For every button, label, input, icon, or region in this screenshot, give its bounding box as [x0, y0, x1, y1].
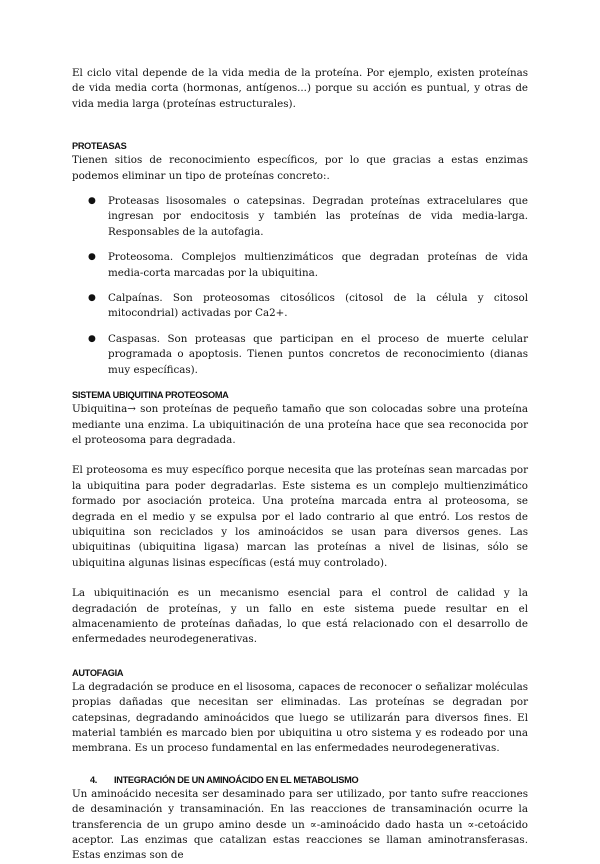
- autofagia-paragraph: La degradación se produce en el lisosoma, capaces de reconocer o señalizar moléculas propias dañadas que necesitan ser eliminadas. Las proteínas se degradan por catepsinas, degradando aminoácidos que luego se utilizarán para diversos fines. El material también es marcado bien por ubiquitina u otro sistema y es rodeado por una membrana. Es un proceso fundamental en las enfermedades neurodegenerativas.: [72, 680, 528, 755]
- document-page: [72, 66, 528, 864]
- ubiquitina-paragraph-1: Ubiquitina→ son proteínas de pequeño tamaño que son colocadas sobre una proteína mediante una enzima. La ubiquitinación de una proteína hace que sea reconocida por el proteosoma para degradada.: [72, 403, 528, 446]
- list-item: ● Calpaínas. Son proteosomas citosólicos (citosol de la célula y citosol mitocondrial) activadas por Ca2+.: [88, 292, 528, 320]
- bullet-icon: ●: [88, 252, 96, 263]
- proteasas-text: Tienen sitios de reconocimiento específicos, por lo que gracias a estas enzimas podemos eliminar un tipo de proteínas concreto:.: [72, 154, 528, 182]
- list-item: ● Caspasas. Son proteasas que participan en el proceso de muerte celular programada o apoptosis. Tienen puntos concretos de reconocimiento (dianas muy específicas).: [88, 332, 528, 376]
- intro-paragraph: El ciclo vital depende de la vida media de la proteína. Por ejemplo, existen proteínas de vida media corta (hormonas, antígenos...) porque su acción es puntual, y otras de vida media larga (proteínas estructurales).: [72, 67, 528, 110]
- ubiquitina-paragraph-2: El proteosoma es muy específico porque necesita que las proteínas sean marcadas por la ubiquitina para poder degradarlas. Este sistema es un complejo multienzimático formado por asociación proteica. Una proteína marcada entra al proteosoma, se degrada en el medio y se expulsa por el lado contrario al que entró. Los restos de ubiquitina son reciclados y los aminoácidos se usan para diversos genes. Las ubiquitinas (ubiquitina ligasa) marcan las proteínas a nivel de lisinas, sólo se ubiquitina algunas lisinas específicas (está muy controlado).: [72, 464, 528, 569]
- section-4-heading: [72, 773, 528, 787]
- autofagia-heading: AUTOFAGIA: [72, 667, 124, 678]
- bullet-icon: ●: [88, 293, 96, 304]
- list-item: ● Proteosoma. Complejos multienzimáticos que degradan proteínas de vida media-corta marcadas por la ubiquitina.: [88, 251, 528, 279]
- bullet-icon: ●: [88, 196, 96, 207]
- ubiquitina-paragraph-3: La ubiquitinación es un mecanismo esencial para el control de calidad y la degradación de proteínas, y un fallo en este sistema puede resultar en el almacenamiento de proteínas dañadas, lo que está relacionado con el desarrollo de enfermedades neurodegenerativas.: [72, 587, 528, 646]
- ubiquitina-heading: SISTEMA UBIQUITINA PROTEOSOMA: [72, 390, 229, 401]
- list-item: ● Proteasas lisosomales o catepsinas. Degradan proteínas extracelulares que ingresan por endocitosis y también las proteínas de vida media-larga. Responsables de la autofagia.: [88, 195, 528, 238]
- proteasas-heading: PROTEASAS: [72, 141, 127, 152]
- section-4-paragraph: Un aminoácido necesita ser desaminado para ser utilizado, por tanto sufre reacciones de desaminación y transaminación. En las reacciones de transaminación ocurre la transferencia de un grupo amino desde un ∝-aminoácido dado hasta un ∝-cetoácido aceptor. Las enzimas que catalizan estas reacciones se llaman aminotransferasas. Estas enzimas son de: [72, 787, 528, 862]
- bullet-icon: ●: [88, 333, 96, 344]
- section-number: 4.: [90, 774, 98, 785]
- section-title: INTEGRACIÓN DE UN AMINOÁCIDO EN EL METABOLISMO: [114, 774, 359, 785]
- proteasas-list: [72, 194, 528, 378]
